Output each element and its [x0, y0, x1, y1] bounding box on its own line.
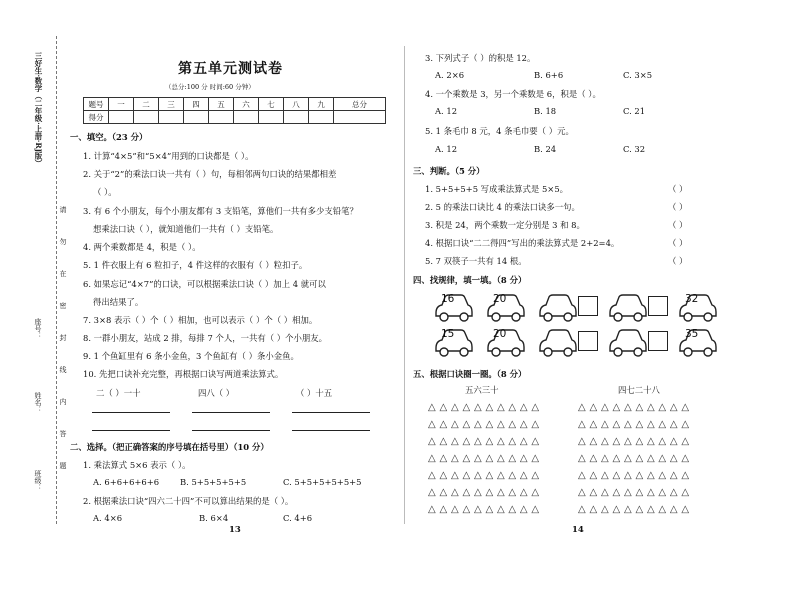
q10-item-3: （ ）十五 — [296, 388, 333, 398]
right-rhyme: 四七二十八 — [618, 385, 660, 395]
section3-heading: 三、判断。（5 分） — [413, 166, 485, 176]
question-1-3: 3. 有 6 个小朋友，每个小朋友都有 3 支铅笔，算他们一共有多少支铅笔？ — [83, 206, 358, 216]
judge-answer[interactable]: （ ） — [668, 220, 688, 230]
page-divider — [404, 46, 405, 524]
triangle-row[interactable]: △△△△△△△△△△ — [578, 487, 693, 498]
answer-line[interactable] — [92, 430, 170, 431]
score-cell[interactable] — [109, 111, 134, 124]
q2-2-option-a[interactable]: A. 4×6 — [93, 513, 123, 523]
table-cell: 七 — [259, 98, 284, 111]
judge-item-4: 4. 根据口诀“二二得四”写出的乘法算式是 2+2=4。 — [425, 238, 620, 248]
section5-heading: 五、根据口诀圈一圈。（8 分） — [413, 369, 527, 379]
car-number: 15 — [441, 328, 455, 340]
seal-char: 答 — [59, 430, 67, 437]
q10-item-1: 二（ ）一十 — [96, 388, 141, 398]
score-cell[interactable] — [184, 111, 209, 124]
table-cell: 五 — [209, 98, 234, 111]
question-1-9: 9. 1 个鱼缸里有 6 条小金鱼，3 个鱼缸有（ ）条小金鱼。 — [83, 351, 299, 361]
answer-box[interactable] — [648, 296, 668, 316]
answer-box[interactable] — [578, 296, 598, 316]
table-cell: 九 — [309, 98, 334, 111]
question-1-10: 10. 先把口诀补充完整，再根据口诀写两道乘法算式。 — [83, 369, 284, 379]
triangle-row[interactable]: △△△△△△△△△△ — [428, 436, 543, 447]
seal-char: 密 — [59, 302, 67, 309]
q2-1-option-b[interactable]: B. 5+5+5+5+5 — [180, 477, 247, 487]
car-number: 16 — [441, 293, 455, 305]
q10-item-2: 四八（ ） — [198, 388, 235, 398]
name-label: 姓名： — [34, 392, 42, 413]
car-number: 20 — [493, 328, 507, 340]
seal-char: 题 — [59, 462, 67, 469]
left-rhyme: 五六三十 — [465, 385, 499, 395]
judge-answer[interactable]: （ ） — [668, 184, 688, 194]
table-cell: 二 — [134, 98, 159, 111]
answer-box[interactable] — [578, 331, 598, 351]
seal-char: 请 — [59, 206, 67, 213]
score-table-header-row — [84, 98, 386, 111]
answer-line[interactable] — [192, 412, 270, 413]
q2-4-option-b[interactable]: B. 18 — [534, 106, 557, 116]
q2-3-option-b[interactable]: B. 6+6 — [534, 70, 564, 80]
car-icon — [606, 325, 648, 360]
triangle-row[interactable]: △△△△△△△△△△ — [428, 470, 543, 481]
car-icon — [536, 325, 578, 360]
triangle-row[interactable]: △△△△△△△△△△ — [428, 453, 543, 464]
test-title: 第五单元测试卷 — [178, 61, 283, 77]
score-cell[interactable] — [334, 111, 386, 124]
triangle-row[interactable]: △△△△△△△△△△ — [578, 436, 693, 447]
question-1-4: 4. 两个乘数都是 4，积是（ ）。 — [83, 242, 201, 252]
table-cell: 六 — [234, 98, 259, 111]
question-2-5: 5. 1 条毛巾 8 元，4 条毛巾要（ ）元。 — [425, 126, 574, 136]
triangle-row[interactable]: △△△△△△△△△△ — [428, 504, 543, 515]
car-number: 35 — [685, 328, 699, 340]
page-number-left: 13 — [229, 525, 241, 535]
triangle-row[interactable]: △△△△△△△△△△ — [578, 504, 693, 515]
car-icon — [606, 290, 648, 325]
question-1-2-cont: （ ）。 — [93, 187, 117, 197]
judge-item-5: 5. 7 双筷子一共有 14 根。 — [425, 256, 527, 266]
judge-item-3: 3. 积是 24，两个乘数一定分别是 3 和 8。 — [425, 220, 585, 230]
score-cell[interactable] — [284, 111, 309, 124]
seal-char: 在 — [59, 270, 67, 277]
answer-line[interactable] — [292, 430, 370, 431]
question-1-1: 1. 计算“4×5”和“5×4”用到的口诀都是（ ）。 — [83, 151, 254, 161]
question-1-6-cont: 得出结果了。 — [93, 297, 144, 307]
score-cell[interactable] — [259, 111, 284, 124]
seal-line — [56, 36, 57, 524]
q2-1-option-c[interactable]: C. 5+5+5+5+5+5 — [283, 477, 362, 487]
score-cell[interactable] — [234, 111, 259, 124]
table-cell: 八 — [284, 98, 309, 111]
answer-line[interactable] — [292, 412, 370, 413]
triangle-row[interactable]: △△△△△△△△△△ — [578, 402, 693, 413]
question-1-5: 5. 1 件衣服上有 6 粒扣子，4 件这样的衣服有（ ）粒扣子。 — [83, 260, 308, 270]
q2-2-option-b[interactable]: B. 6×4 — [199, 513, 229, 523]
question-2-3: 3. 下列式子（ ）的积是 12。 — [425, 53, 536, 63]
table-cell: 四 — [184, 98, 209, 111]
triangle-row[interactable]: △△△△△△△△△△ — [578, 453, 693, 464]
question-1-3-cont: 想乘法口诀（ ），就知道他们一共有（ ）支铅笔。 — [93, 224, 279, 234]
table-cell: 得分 — [84, 111, 109, 124]
car-icon — [536, 290, 578, 325]
triangle-row[interactable]: △△△△△△△△△△ — [428, 402, 543, 413]
judge-item-1: 1. 5+5+5+5 写成乘法算式是 5×5。 — [425, 184, 569, 194]
q2-1-option-a[interactable]: A. 6+6+6+6+6 — [93, 477, 160, 487]
question-2-2: 2. 根据乘法口诀“四六二十四”不可以算出结果的是（ ）。 — [83, 496, 294, 506]
question-1-6: 6. 如果忘记“4×7”的口诀，可以根据乘法口诀（ ）加上 4 就可以 — [83, 279, 326, 289]
triangle-row[interactable]: △△△△△△△△△△ — [428, 487, 543, 498]
score-cell[interactable] — [134, 111, 159, 124]
triangle-row[interactable]: △△△△△△△△△△ — [578, 419, 693, 430]
seal-char: 线 — [59, 366, 67, 373]
answer-line[interactable] — [92, 412, 170, 413]
table-cell: 总分 — [334, 98, 386, 111]
question-1-7: 7. 3×8 表示（ ）个（ ）相加，也可以表示（ ）个（ ）相加。 — [83, 315, 318, 325]
car-number: 20 — [493, 293, 507, 305]
section2-heading: 二、选择。（把正确答案的序号填在括号里）（10 分） — [70, 442, 269, 452]
car-number: 32 — [685, 293, 699, 305]
triangle-row[interactable]: △△△△△△△△△△ — [578, 470, 693, 481]
q2-5-option-c[interactable]: C. 32 — [623, 144, 646, 154]
question-1-8: 8. 一群小朋友，站成 2 排，每排 7 个人，一共有（ ）个小朋友。 — [83, 333, 327, 343]
table-cell: 三 — [159, 98, 184, 111]
score-cell[interactable] — [209, 111, 234, 124]
question-1-2: 2. 关于“2”的乘法口诀一共有（ ）句，每相邻两句口诀的结果都相差 — [83, 169, 337, 179]
q2-4-option-a[interactable]: A. 12 — [435, 106, 458, 116]
section1-heading: 一、填空。（23 分） — [70, 132, 148, 142]
q2-3-option-c[interactable]: C. 3×5 — [623, 70, 653, 80]
seal-char: 封 — [59, 334, 67, 341]
question-2-1: 1. 乘法算式 5×6 表示（ ）。 — [83, 460, 191, 470]
table-cell: 题号 — [84, 98, 109, 111]
q2-5-option-b[interactable]: B. 24 — [534, 144, 557, 154]
q2-2-option-c[interactable]: C. 4+6 — [283, 513, 313, 523]
score-cell[interactable] — [309, 111, 334, 124]
table-cell: 一 — [109, 98, 134, 111]
score-table — [83, 97, 386, 124]
triangle-row[interactable]: △△△△△△△△△△ — [428, 419, 543, 430]
judge-answer[interactable]: （ ） — [668, 202, 688, 212]
seal-char: 勿 — [59, 238, 67, 245]
section4-heading: 四、找规律，填一填。（8 分） — [413, 275, 527, 285]
class-label: 班级： — [34, 470, 42, 491]
q2-5-option-a[interactable]: A. 12 — [435, 144, 458, 154]
test-meta: （总分:100 分 时间:60 分钟） — [165, 83, 255, 91]
judge-answer[interactable]: （ ） — [668, 238, 688, 248]
question-2-4: 4. 一个乘数是 3，另一个乘数是 6，积是（ ）。 — [425, 89, 601, 99]
answer-line[interactable] — [192, 430, 270, 431]
series-label: 三好生·数学（二年级·上册·RJ版） — [34, 52, 43, 168]
id-label: 座号： — [34, 318, 42, 339]
q2-3-option-a[interactable]: A. 2×6 — [435, 70, 465, 80]
score-cell[interactable] — [159, 111, 184, 124]
score-table-score-row — [84, 111, 386, 124]
answer-box[interactable] — [648, 331, 668, 351]
judge-answer[interactable]: （ ） — [668, 256, 688, 266]
q2-4-option-c[interactable]: C. 21 — [623, 106, 646, 116]
page-number-right: 14 — [572, 525, 584, 535]
seal-char: 内 — [59, 398, 67, 405]
judge-item-2: 2. 5 的乘法口诀比 4 的乘法口诀多一句。 — [425, 202, 580, 212]
